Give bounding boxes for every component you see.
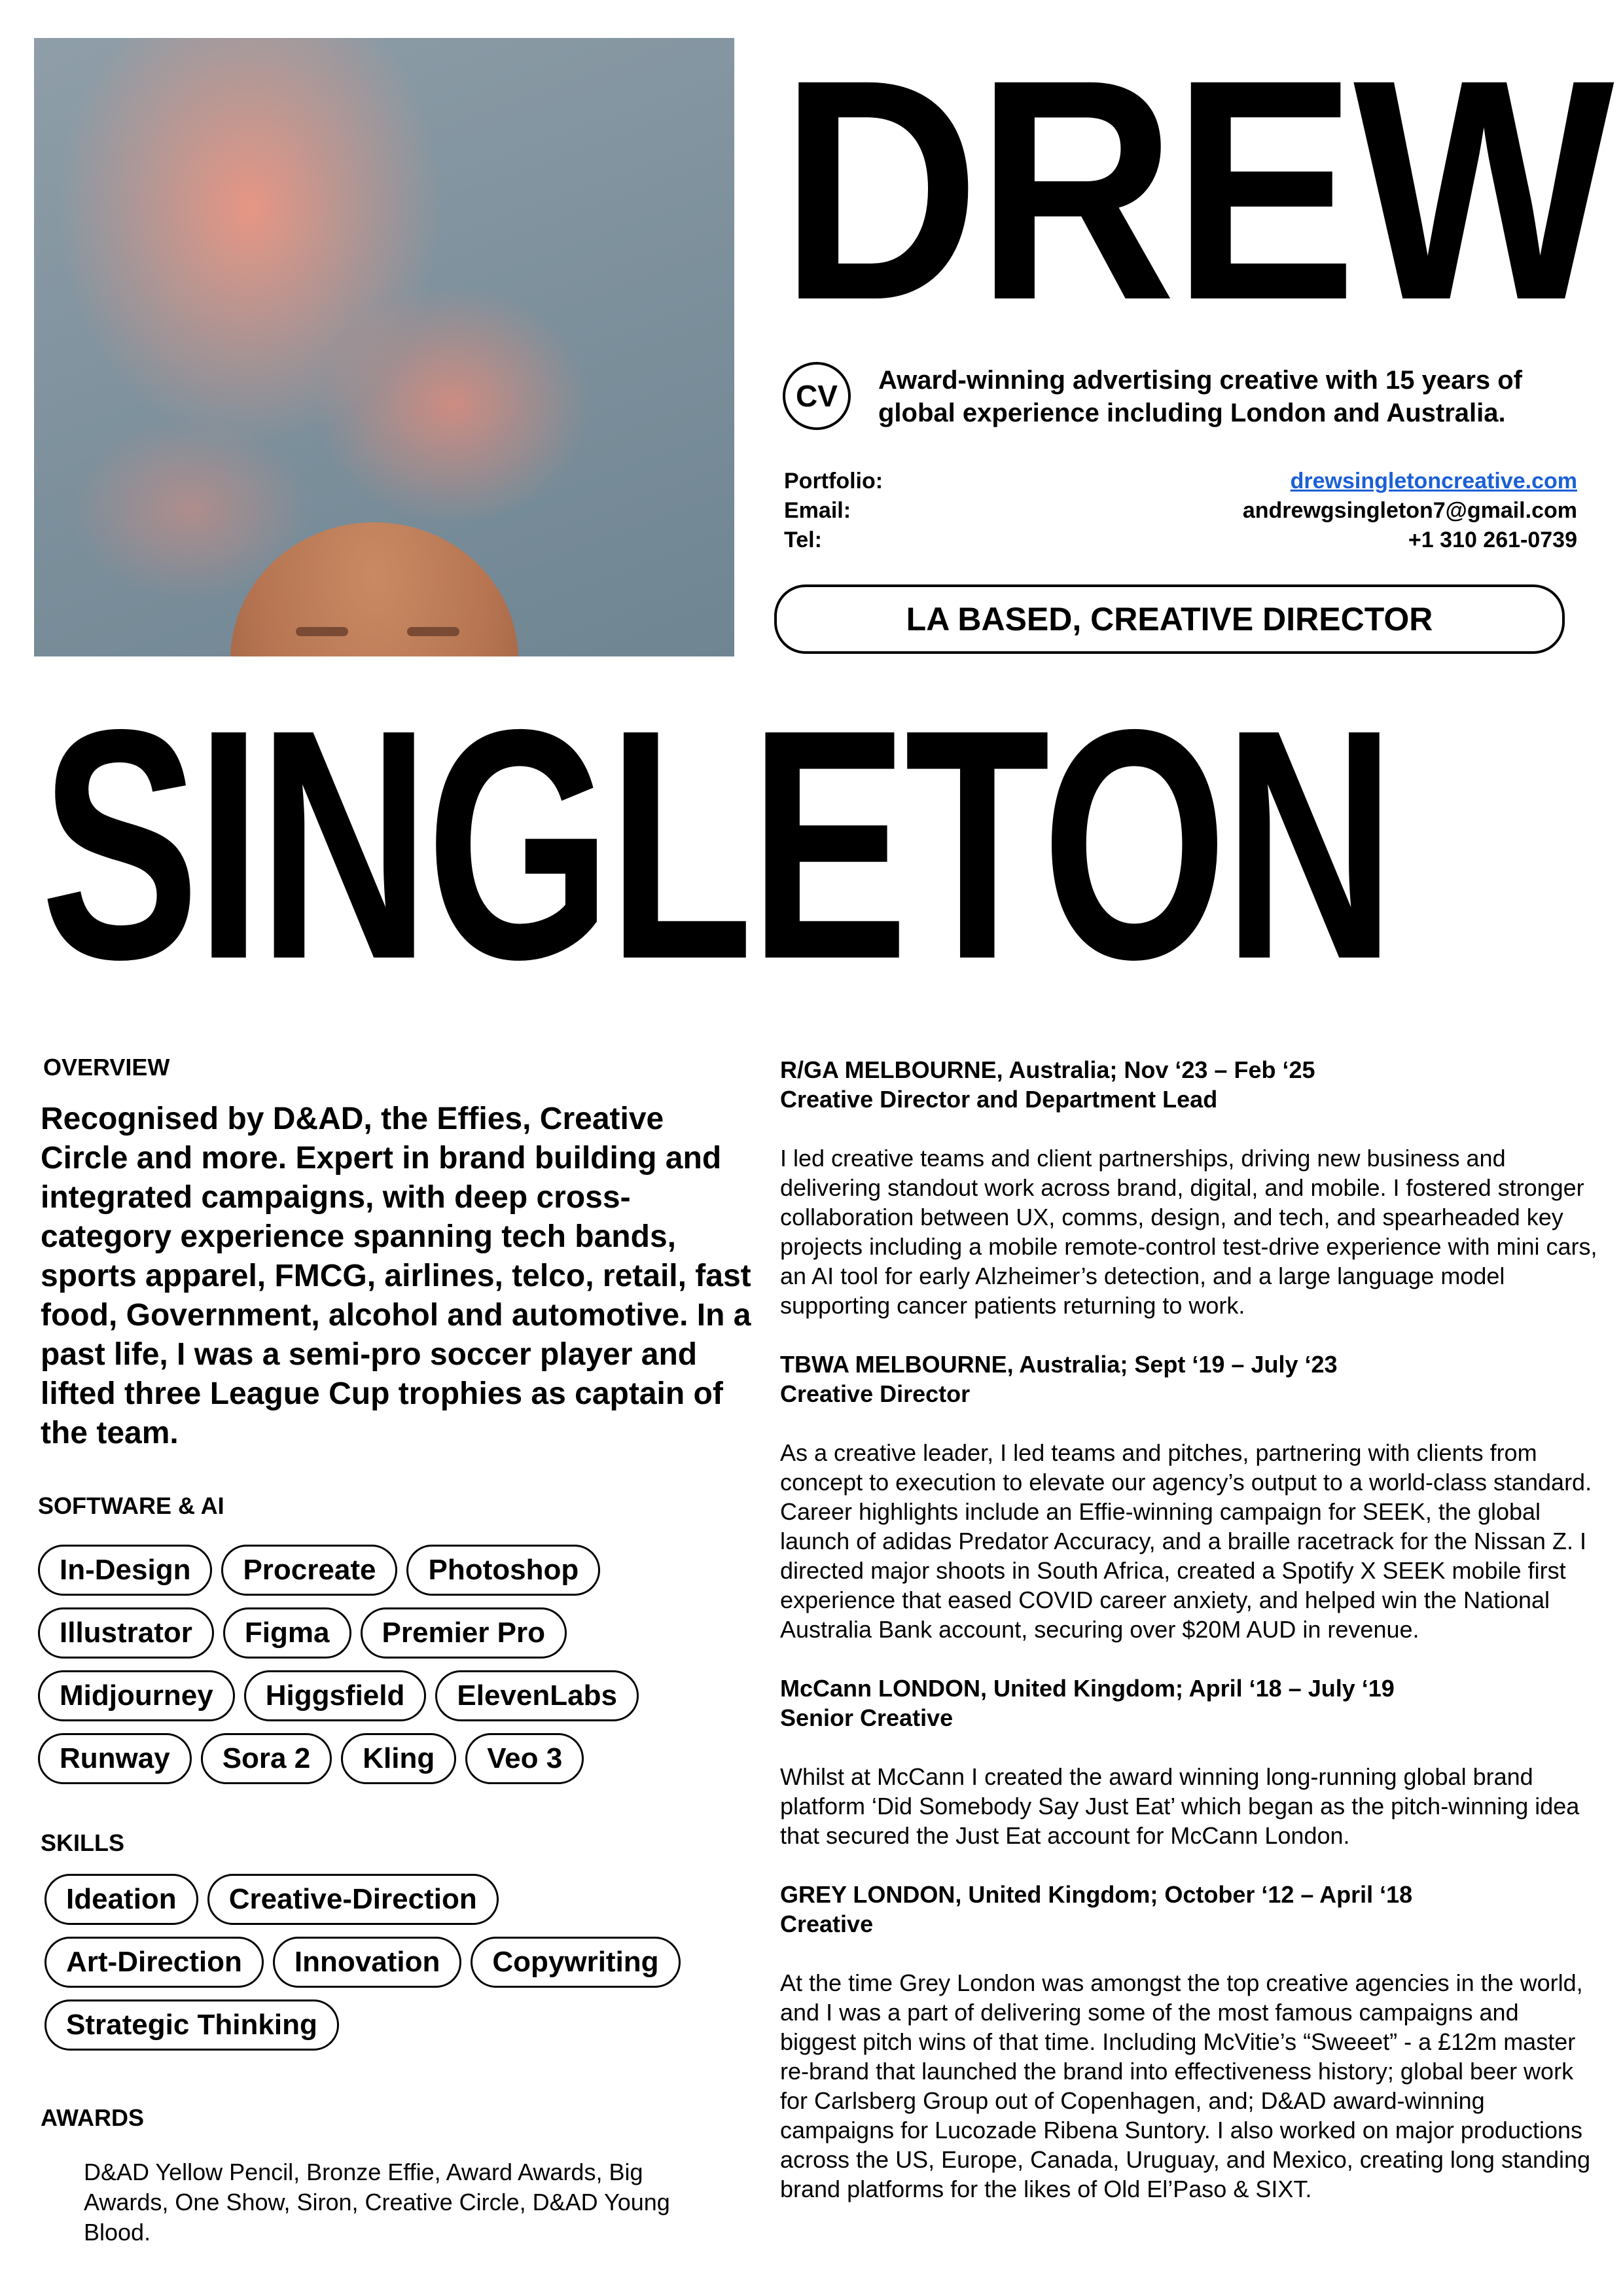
pill-row [45,1937,681,1988]
job-entry [780,1055,1598,1320]
job-title: Senior Creative [780,1704,954,1731]
job-company: McCann LONDON, United Kingdom; April ‘18 – July ‘19 [780,1675,1395,1702]
tag-pill: Veo 3 [465,1733,584,1784]
tag-pill: In-Design [38,1545,212,1596]
tag-pill: Midjourney [38,1670,235,1721]
job-description: I led creative teams and client partnerships, driving new business and delivering standout work across brand, digital, and mobile. I fostered stronger collaboration between UX, comms, design, and tech, and spearheaded key projects including a mobile remote-control test-drive experience with mini cars, an AI tool for early Alzheimer’s detection, and a large language model supporting cancer patients returning to work. [780,1145,1597,1319]
tag-pill: Art-Direction [45,1937,264,1988]
profile-photo [34,38,734,656]
tag-pill: Figma [223,1607,351,1659]
job-title: Creative Director and Department Lead [780,1086,1218,1113]
tag-pill: ElevenLabs [435,1670,639,1721]
job-entry [780,1880,1598,2204]
tel-label: Tel: [784,528,822,552]
brow-left [296,627,348,636]
contact-row-portfolio [784,467,1577,496]
last-name-heading: SINGLETON [41,661,1392,1027]
pill-row [45,2000,681,2051]
first-name-heading: DREW [780,14,1611,365]
job-company: TBWA MELBOURNE, Australia; Sept ‘19 – July ‘23 [780,1351,1338,1378]
role-pill: LA BASED, CREATIVE DIRECTOR [774,584,1565,654]
overview-text: Recognised by D&AD, the Effies, Creative Circle and more. Expert in brand building and integrated campaigns, with deep cross-category experience spanning tech bands, sports apparel, FMCG, airlines, telco, retail, fast food, Government, alcohol and automotive. In a past life, I was a semi-pro soccer player and lifted three League Cup trophies as captain of the team. [41,1102,751,1450]
email-label: Email: [784,498,851,523]
tag-pill: Photoshop [406,1545,600,1596]
head-silhouette [230,522,518,656]
tag-pill: Procreate [221,1545,397,1596]
experience-list [780,1055,1598,2233]
software-heading: SOFTWARE & AI [38,1492,224,1519]
tag-pill: Creative-Direction [207,1874,499,1925]
pill-row [38,1545,639,1596]
portfolio-label: Portfolio: [784,469,883,493]
contact-row-email [784,496,1577,526]
email-value: andrewgsingleton7@gmail.com [1242,498,1577,523]
portfolio-link[interactable]: drewsingletoncreative.com [1290,469,1577,493]
tag-pill: Innovation [273,1937,461,1988]
job-title: Creative [780,1910,874,1937]
tagline: Award-winning advertising creative with 15 years of global experience including London and Australia. [878,366,1523,427]
awards-heading: AWARDS [41,2104,145,2131]
overview-heading: OVERVIEW [43,1054,170,1081]
skills-heading: SKILLS [41,1829,125,1856]
tag-pill: Copywriting [471,1937,680,1988]
software-pill-list [38,1545,639,1796]
tag-pill: Ideation [45,1874,198,1925]
job-title: Creative Director [780,1380,971,1407]
contact-block [784,467,1577,555]
awards-text: D&AD Yellow Pencil, Bronze Effie, Award Awards, Big Awards, One Show, Siron, Creative Circle, D&AD Young Blood. [84,2159,670,2246]
tag-pill: Strategic Thinking [45,2000,339,2051]
job-entry [780,1674,1598,1850]
job-description: Whilst at McCann I created the award winning long-running global brand platform ‘Did Somebody Say Just Eat’ which began as the pitch-winning idea that secured the Just Eat account for McCann London. [780,1763,1580,1849]
pill-row [38,1607,639,1659]
brow-right [407,627,459,636]
job-description: At the time Grey London was amongst the top creative agencies in the world, and I was a part of delivering some of the most famous campaigns and biggest pitch wins of that time. Including McVitie’s “Sweeet” - a £12m master re-brand that launched the brand into effectiveness history; global beer work for Carlsberg Group out of Copenhagen, and; D&AD award-winning campaigns for Lucozade Ribena Suntory. I also worked on major productions across the US, Europe, Canada, Uruguay, and Mexico, creating long standing brand platforms for the likes of Old El’Paso & SIXT. [780,1969,1591,2202]
tag-pill: Runway [38,1733,192,1784]
job-description: As a creative leader, I led teams and pitches, partnering with clients from concept to execution to elevate our agency’s output to a world-class standard. Career highlights include an Effie-winning campaign for SEEK, the global launch of adidas Predator Accuracy, and a braille racetrack for the Nissan Z. I directed major shoots in South Africa, created a Spotify X SEEK mobile first experience that eased COVID career anxiety, and helped win the National Australia Bank account, securing over $20M AUD in revenue. [780,1439,1592,1643]
tel-value: +1 310 261-0739 [1408,528,1577,552]
tag-pill: Kling [341,1733,456,1784]
skills-pill-list [45,1874,681,2062]
pill-row [38,1670,639,1721]
pill-row [45,1874,681,1925]
job-company: GREY LONDON, United Kingdom; October ‘12 – April ‘18 [780,1881,1413,1908]
tag-pill: Sora 2 [201,1733,332,1784]
cv-badge: CV [783,362,851,430]
tag-pill: Illustrator [38,1607,214,1659]
pill-row [38,1733,639,1784]
contact-row-tel [784,526,1577,555]
job-entry [780,1350,1598,1644]
tag-pill: Higgsfield [244,1670,427,1721]
tag-pill: Premier Pro [361,1607,567,1659]
job-company: R/GA MELBOURNE, Australia; Nov ‘23 – Feb ‘25 [780,1056,1315,1083]
